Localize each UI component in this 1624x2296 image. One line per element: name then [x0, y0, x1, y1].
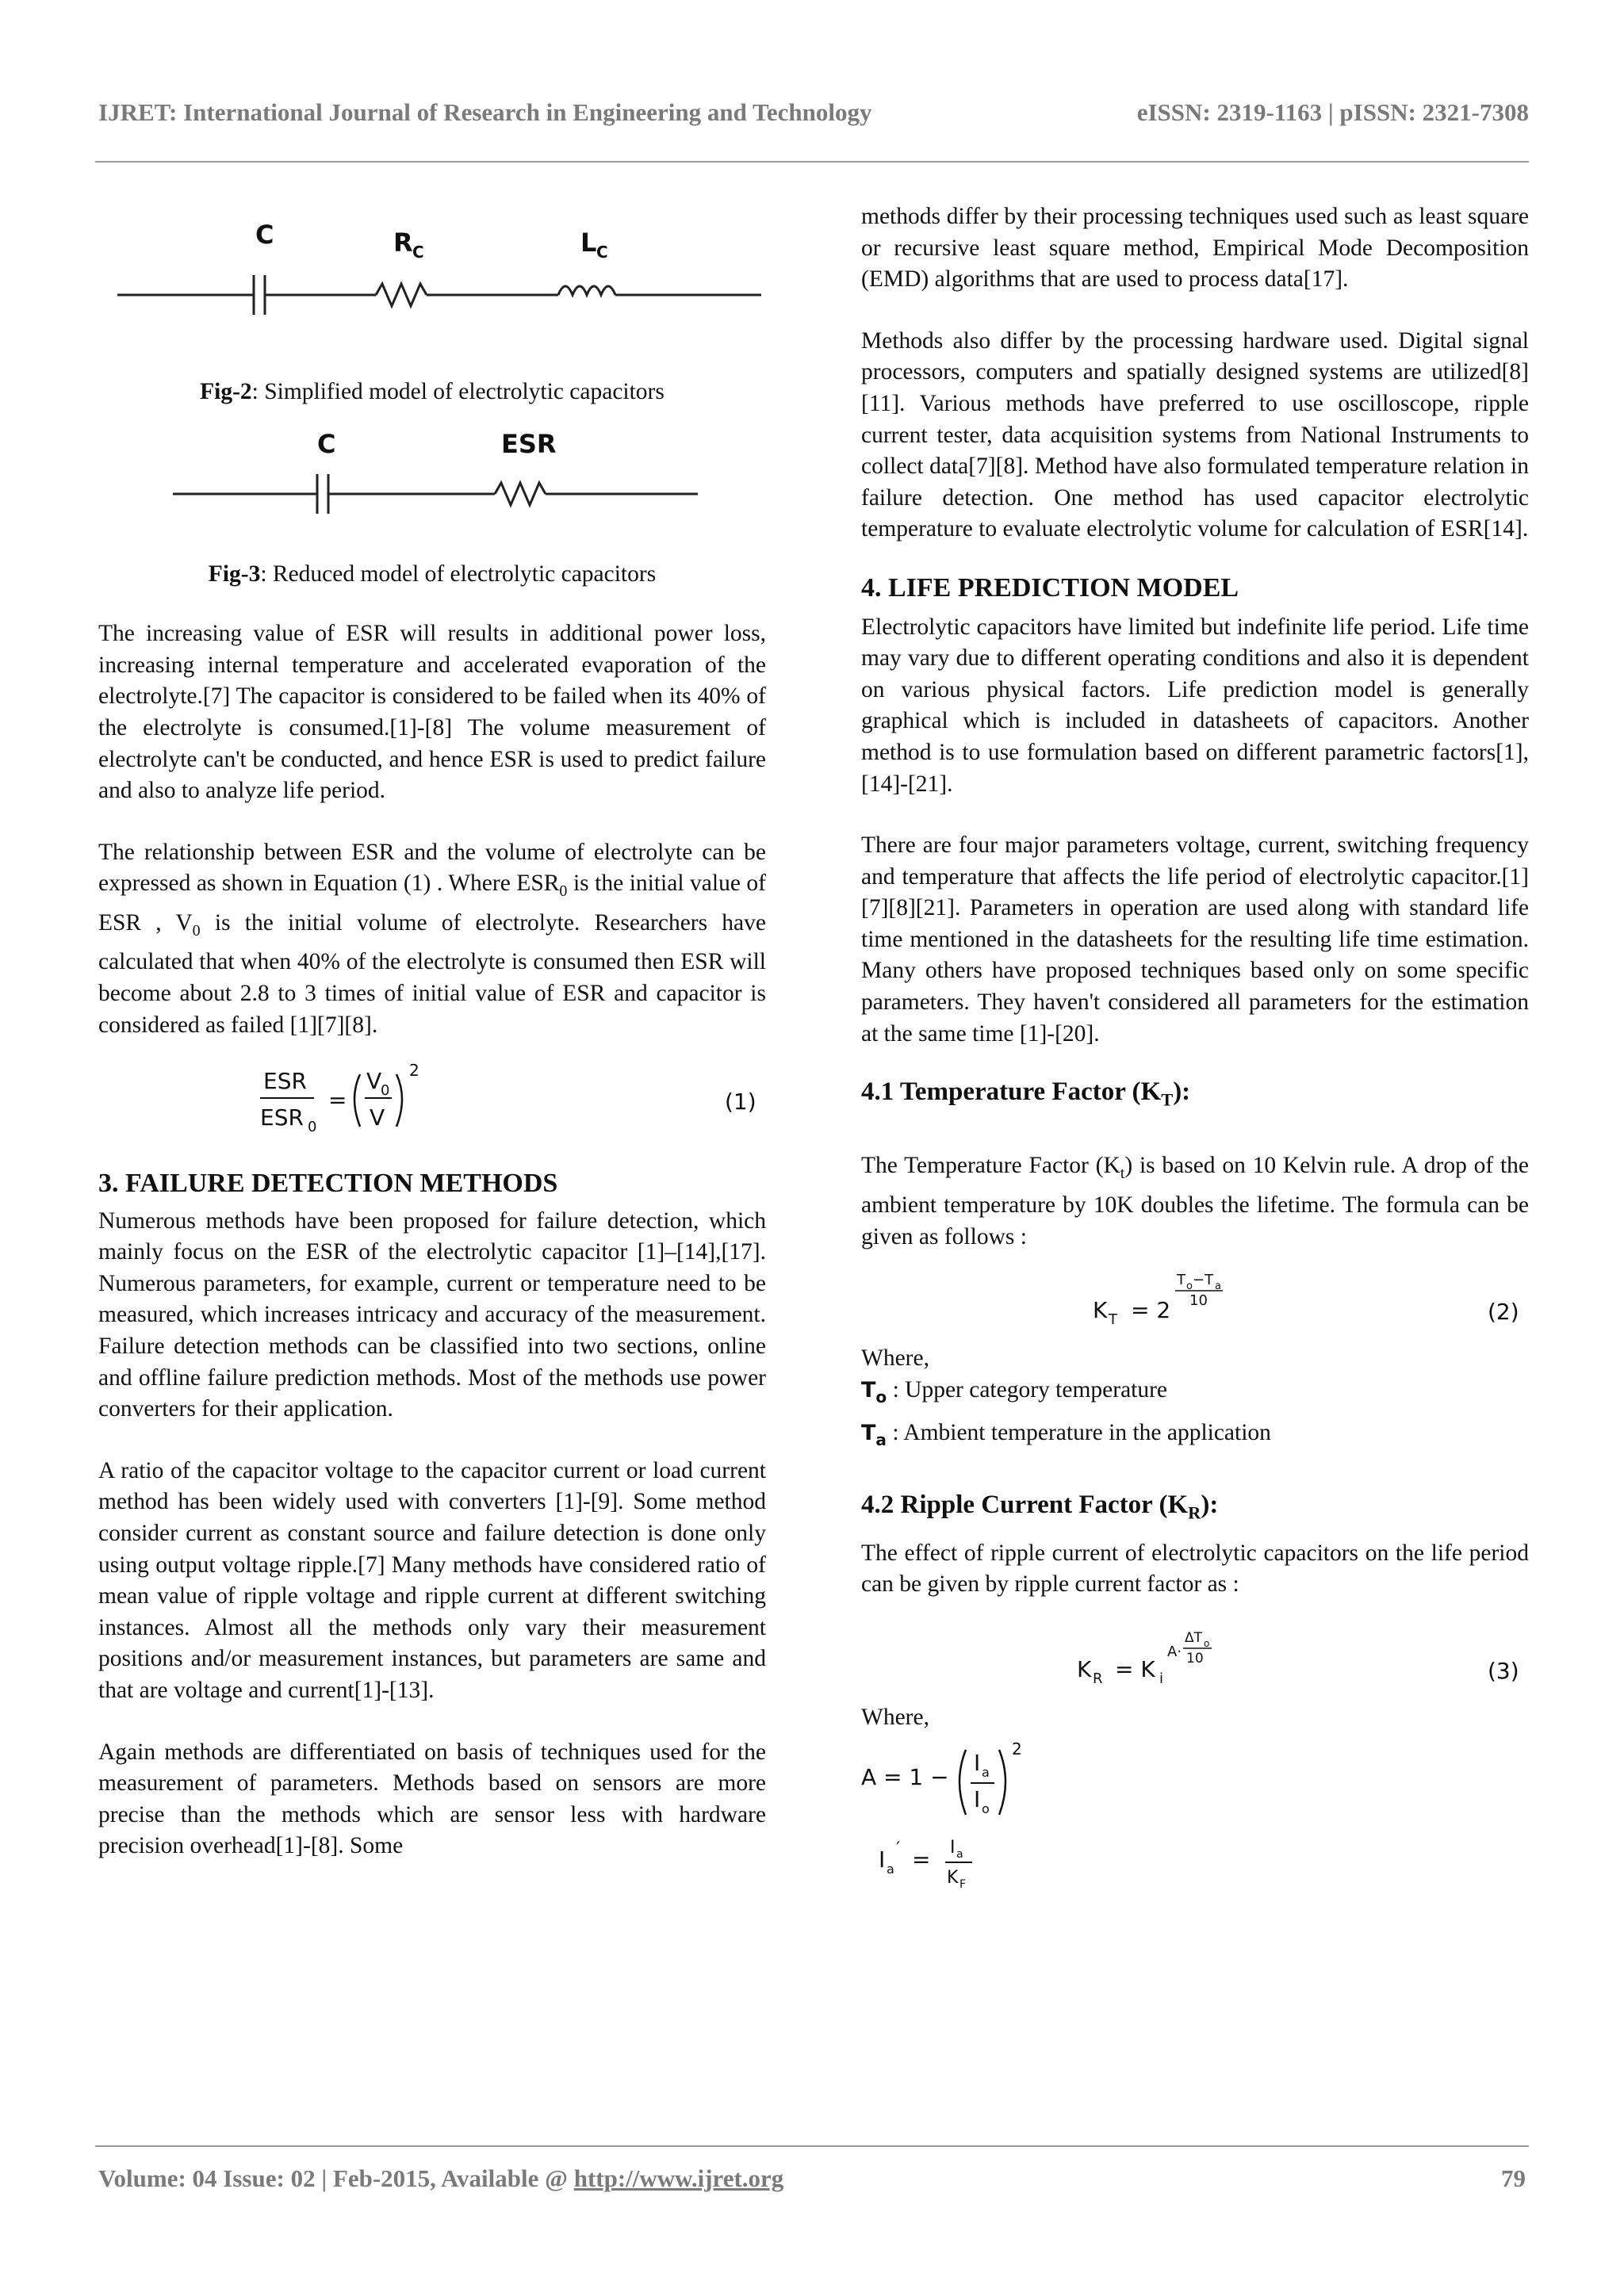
svg-text:′: ′ [896, 1839, 900, 1859]
fig3-label-esr: ESR [501, 428, 557, 459]
ta-definition: $T_a$ : Ambient temperature in the application [861, 1420, 1271, 1450]
fig2-circuit [98, 202, 766, 329]
svg-text:i: i [1159, 1670, 1164, 1688]
svg-text:0: 0 [308, 1119, 317, 1136]
svg-text:a: a [887, 1861, 894, 1877]
eq1-v0: V [366, 1068, 382, 1095]
section-4-heading: 4. LIFE PREDICTION MODEL [861, 572, 1239, 603]
svg-text:T: T [1177, 1272, 1185, 1289]
fig3-caption [98, 559, 766, 591]
left-column [98, 202, 766, 1862]
fig2-label-l: L [580, 228, 597, 258]
svg-text:F: F [959, 1877, 967, 1891]
equation-ia-prime [861, 1823, 1529, 1896]
where-1: Where, [861, 1345, 929, 1372]
running-header [98, 98, 1529, 130]
equation-3 [861, 1617, 1529, 1693]
right-para-2: Methods also differ by the processing hardware used. Digital signal processors, computers and spatially designed systems are utilized[8][11]. Various methods have preferred to use oscilloscope, ripple current tester, data acquisition systems from National Instruments to collect data[7][8]. Method have also formulated temperature relation in failure detection. One method has used capacitor electrolytic temperature to evaluate electrolytic volume for calculation of ESR[14]. [861, 327, 1529, 542]
page-number: 79 [1501, 2164, 1526, 2192]
fig3-label-c: C [317, 428, 336, 459]
svg-text:T: T [1109, 1311, 1117, 1329]
svg-text:2: 2 [409, 1061, 419, 1081]
eq1-equals: = [328, 1087, 347, 1114]
eq1-numerator: ESR [263, 1068, 307, 1095]
right-para-3: Electrolytic capacitors have limited but indefinite life period. Life time may vary due to different operating conditions and also it is dependent on various physical factors. Life prediction model is generally graphical which is included in datasheets of capacitors. Another method is to use formulation based on different parametric factors[1],[14]-[21]. [861, 614, 1529, 797]
eq1-tag: (1) [725, 1089, 756, 1115]
journal-title: IJRET: International Journal of Research in Engineering and Technology [98, 98, 872, 126]
fig2-caption-num: Fig-2 [200, 379, 252, 404]
right-column [861, 201, 1529, 1896]
svg-text:10: 10 [1186, 1651, 1204, 1667]
fig2-label-c: C [255, 220, 274, 250]
svg-text:−T: −T [1193, 1272, 1214, 1289]
svg-text:ΔT: ΔT [1185, 1630, 1203, 1647]
svg-text:I: I [974, 1749, 981, 1776]
svg-text:o: o [982, 1800, 990, 1816]
subsection-4-1-heading: 4.1 Temperature Factor $(K_T)$: [861, 1077, 1191, 1110]
eq1-denominator: ESR [260, 1104, 304, 1131]
svg-text:0: 0 [381, 1082, 390, 1100]
left-para-5: Again methods are differentiated on basis of techniques used for the measurement of parameters. Methods based on sensors are more precise than the methods which are sensor less with hardware precision overhead[1]-[8]. Some [98, 1739, 766, 1859]
fig2-caption-text: : Simplified model of electrolytic capacitors [251, 379, 665, 404]
fig2-label-r: R [393, 228, 413, 258]
fig2-caption [98, 377, 766, 408]
svg-text:2: 2 [1012, 1739, 1022, 1758]
footer-rule [95, 2145, 1529, 2147]
eq1-v: V [370, 1104, 385, 1131]
eq2-tag: (2) [1488, 1299, 1519, 1326]
svg-text:o: o [1204, 1638, 1210, 1650]
right-para-4: There are four major parameters voltage, current, switching frequency and temperature that affects the life period of electrolytic capacitor.[1][7][8][21]. Parameters in operation are used along with standard life time mentioned in the datasheets for the resulting life time estimation. Many others have proposed techniques based only on some specific parameters. They haven't considered all parameters for the estimation at the same time [1]-[20]. [861, 832, 1529, 1047]
svg-text:a: a [1215, 1280, 1221, 1293]
eq2-equals: = 2 [1131, 1297, 1171, 1324]
fig3-circuit [98, 415, 766, 526]
subsection-4-2-heading: 4.2 Ripple Current Factor $(K_R)$: [861, 1490, 1219, 1523]
eqa-lhs: A = 1 − [861, 1763, 949, 1790]
fig3-caption-num: Fig-3 [208, 561, 261, 587]
svg-text:R: R [1093, 1670, 1103, 1688]
svg-text:a: a [982, 1764, 990, 1780]
issn: eISSN: 2319-1163 | pISSN: 2321-7308 [1136, 98, 1529, 126]
left-para-2: The relationship between ESR and the volume of electrolyte can be expressed as shown in Equation (1) . Where $ESR_0$ is the initial value of ESR , $V_0$ is the initial volume of electrolyte. Researchers have calculated that when 40% of the electrolyte is consumed then ESR will become about 2.8 to 3 times of initial value of ESR and capacitor is considered as failed [1][7][8]. [98, 839, 767, 1038]
right-para-1: methods differ by their processing techniques used such as least square or recursive least square method, Empirical Mode Decomposition (EMD) algorithms that are used to process data[17]. [861, 204, 1529, 293]
eq3-lhs: K [1077, 1656, 1092, 1683]
equation-2 [861, 1262, 1529, 1332]
left-para-4: A ratio of the capacitor voltage to the capacitor current or load current method has been widely used with converters [1]-[9]. Some method consider current as constant source and failure detection is done only using output voltage ripple.[7] Many methods have considered ratio of mean value of ripple voltage and ripple current at different switching instances. Almost all the methods only vary their measurement positions and/or measurement instances, but parameters are same and that are voltage and current[1]-[13]. [98, 1457, 766, 1703]
left-para-1: The increasing value of ESR will results in additional power loss, increasing internal temperature and accelerated evaporation of the electrolyte.[7] The capacitor is considered to be failed when its 40% of the electrolyte is consumed.[1]-[8] The volume measurement of electrolyte can't be conducted, and hence ESR is used to predict failure and also to analyze life period. [98, 621, 766, 804]
eqia-lhs: I [879, 1846, 886, 1873]
svg-text:K: K [947, 1867, 959, 1888]
equation-1 [98, 1052, 766, 1147]
left-para-3: Numerous methods have been proposed for failure detection, which mainly focus on the ESR of the electrolytic capacitor [1]–[14],[17]. Numerous parameters, for example, current or temperature need to be measured, which increases intricacy and accuracy of the measurement. Failure detection methods can be classified into two sections, online and offline failure prediction methods. Most of the methods use power converters for their application. [98, 1207, 766, 1422]
svg-text:10: 10 [1189, 1292, 1208, 1310]
equation-a [861, 1734, 1529, 1823]
svg-text:A·: A· [1167, 1644, 1182, 1661]
footer-volume: Volume: 04 Issue: 02 | Feb-2015, Available @ http://www.ijret.org [98, 2164, 784, 2192]
eq3-tag: (3) [1488, 1658, 1519, 1685]
svg-text:o: o [1186, 1280, 1193, 1293]
eq3-rhs: = K [1115, 1656, 1155, 1683]
right-para-6: The effect of ripple current of electrolytic capacitors on the life period can be given by ripple current factor as : [861, 1540, 1529, 1598]
section-3-heading: 3. FAILURE DETECTION METHODS [98, 1169, 558, 1199]
where-2: Where, [861, 1705, 929, 1731]
svg-text:I: I [974, 1785, 981, 1812]
svg-text:a: a [956, 1847, 963, 1861]
svg-text:I: I [950, 1837, 956, 1858]
fig2-label-l-sub: C [596, 243, 608, 262]
to-definition: $T_o$ : Upper category temperature [861, 1376, 1168, 1406]
fig2-label-r-sub: C [412, 243, 424, 262]
svg-text:=: = [912, 1846, 931, 1873]
eq2-lhs: K [1093, 1297, 1108, 1324]
footer-url-link[interactable]: http://www.ijret.org [573, 2164, 784, 2192]
right-para-5: The Temperature Factor $(K_t)$ is based on 10 Kelvin rule. A drop of the ambient temperature by 10K doubles the lifetime. The formula can be given as follows : [861, 1153, 1529, 1249]
header-rule [95, 161, 1529, 163]
fig3-caption-text: : Reduced model of electrolytic capacitors [260, 561, 657, 587]
